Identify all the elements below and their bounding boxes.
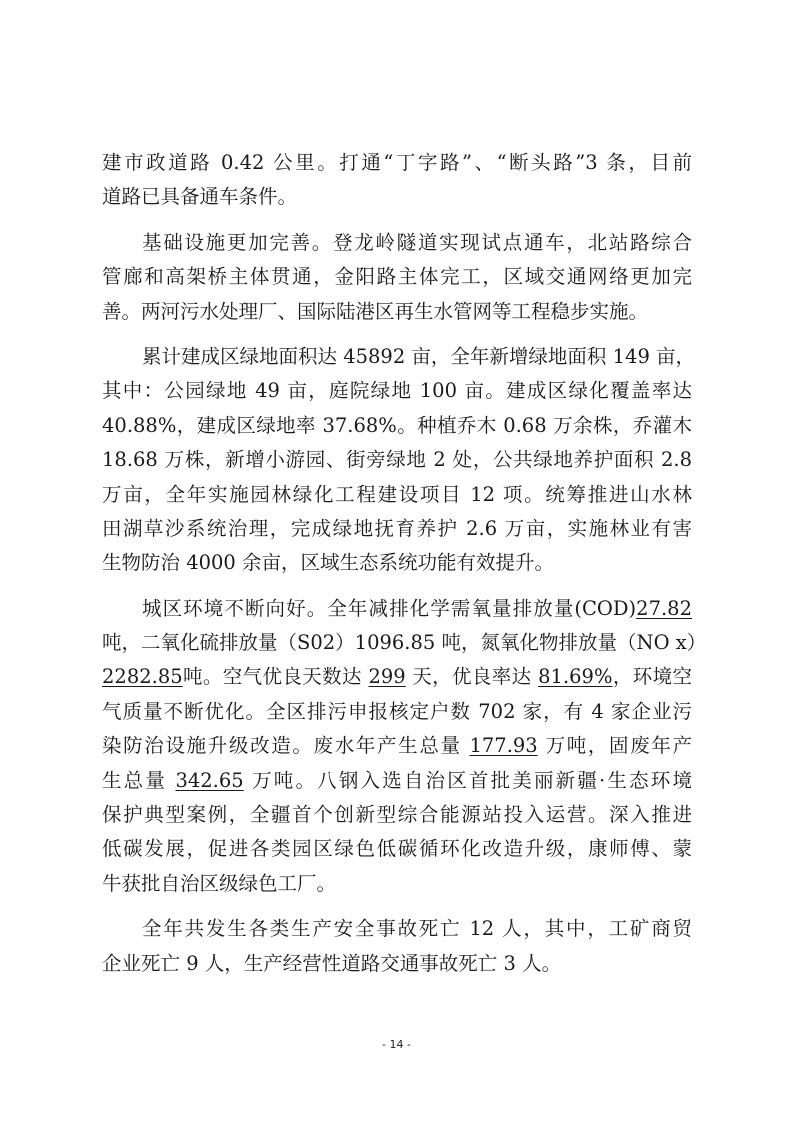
underlined-figure: 177.93 (469, 734, 538, 758)
text-line: 基础设施更加完善。登龙岭隧道实现试点通车，北站路综合 (142, 230, 692, 254)
underlined-figure: 299 (368, 665, 406, 689)
underlined-figure: 2282.85 (102, 665, 183, 689)
paragraph-gap (102, 581, 692, 592)
text-line: 40.88%，建成区绿地率 37.68%。种植乔木 0.68 万余株，乔灌木 (102, 413, 692, 437)
text-line: 城区环境不断向好。全年减排化学需氧量排放量(COD)27.82 (142, 596, 692, 620)
text-line: 累计建成区绿地面积达 45892 亩，全年新增绿地面积 149 亩， (142, 344, 696, 368)
text-line: 生总量 342.65 万吨。八钢入选自治区首批美丽新疆·生态环境 (102, 768, 692, 792)
text-line: 田湖草沙系统治理，完成绿地抚育养护 2.6 万亩，实施林业有害 (102, 516, 692, 540)
text-line: 吨，二氧化硫排放量（S02）1096.85 吨，氮氧化物排放量（NO x） (102, 631, 707, 655)
underlined-figure: 81.69% (538, 665, 613, 689)
text-line: 18.68 万株，新增小游园、街旁绿地 2 处，公共绿地养护面积 2.8 (102, 448, 692, 472)
paragraph (102, 146, 692, 215)
text-line: 保护典型案例，全疆首个创新型综合能源站投入运营。深入推进 (102, 803, 692, 827)
text-line: 气质量不断优化。全区排污申报核定户数 702 家，有 4 家企业污 (102, 699, 692, 723)
text-line: 生物防治 4000 余亩，区域生态系统功能有效提升。 (102, 551, 555, 575)
paragraph (102, 592, 707, 902)
paragraph-gap (102, 329, 692, 340)
text-line: 企业死亡 9 人，生产经营性道路交通事故死亡 3 人。 (102, 951, 562, 975)
text-line: 染防治设施升级改造。废水年产生总量 177.93 万吨，固废年产 (102, 734, 692, 758)
text-line: 全年共发生各类生产安全事故死亡 12 人，其中，工矿商贸 (142, 917, 692, 941)
paragraph (102, 226, 692, 329)
text-line: 善。两河污水处理厂、国际陆港区再生水管网等工程稳步实施。 (102, 299, 649, 323)
text-line: 万亩，全年实施园林绿化工程建设项目 12 项。统筹推进山水林 (102, 482, 692, 506)
text-line: 其中：公园绿地 49 亩，庭院绿地 100 亩。建成区绿化覆盖率达 (102, 379, 692, 403)
text-line: 2282.85吨。空气优良天数达 299 天，优良率达 81.69%，环境空 (102, 665, 692, 689)
underlined-figure: 342.65 (175, 768, 244, 792)
text-line: 管廊和高架桥主体贯通，金阳路主体完工，区域交通网络更加完 (102, 265, 692, 289)
text-line: 建市政道路 0.42 公里。打通“丁字路”、“断头路”3 条，目前 (102, 151, 692, 174)
page-number: - 14 - (382, 1038, 411, 1051)
text-line: 牛获批自治区级绿色工厂。 (102, 871, 337, 895)
text-line: 低碳发展，促进各类园区绿色低碳循环化改造升级，康师傅、蒙 (102, 837, 692, 861)
text-line: 道路已具备通车条件。 (102, 185, 298, 209)
paragraph-gap (102, 215, 692, 226)
paragraph-gap (102, 901, 692, 912)
underlined-figure: 27.82 (636, 596, 692, 620)
paragraph (102, 340, 696, 581)
body-text (102, 146, 707, 981)
paragraph (102, 912, 692, 981)
